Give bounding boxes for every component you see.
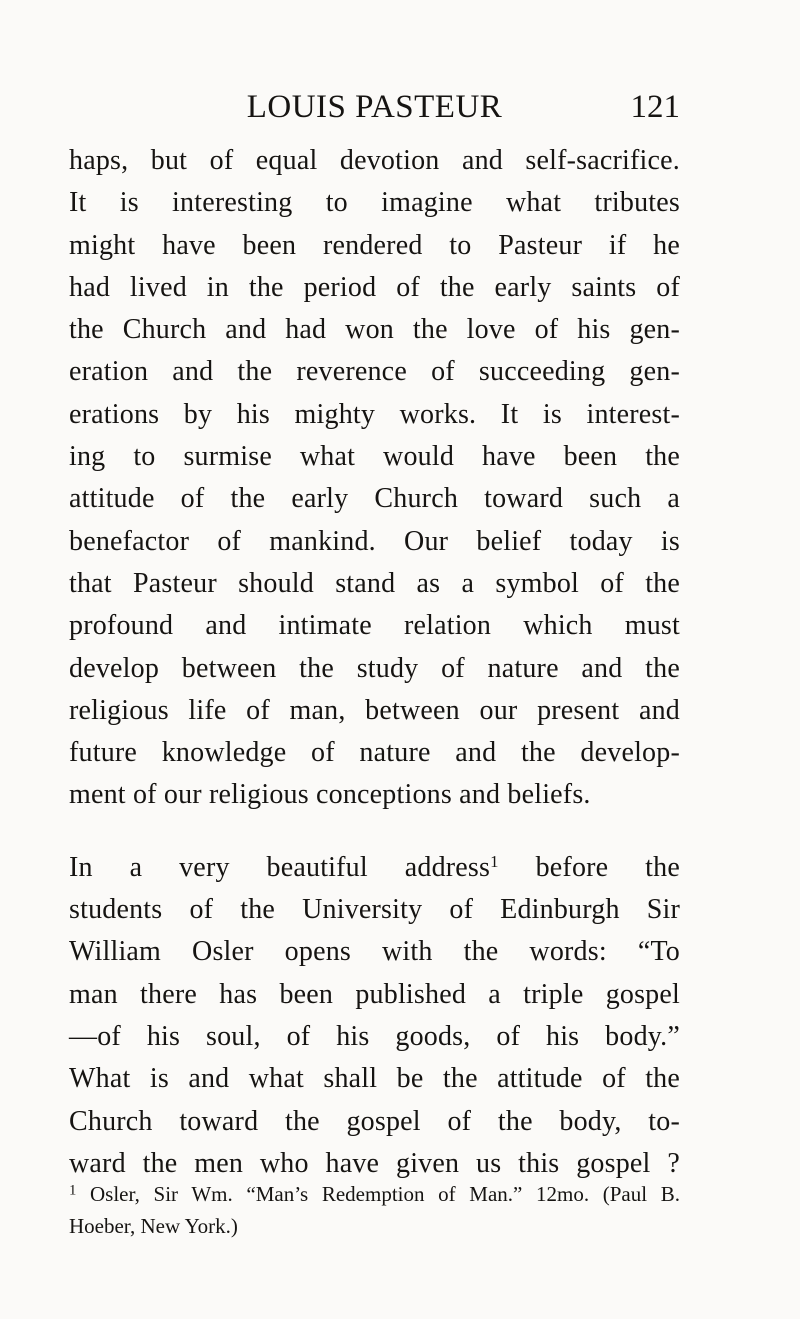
running-title: LOUIS PASTEUR bbox=[246, 89, 503, 125]
footnote-line: Hoeber, New York.) bbox=[69, 1214, 238, 1238]
footnote bbox=[69, 1178, 680, 1242]
text-line: haps, but of equal devotion and self-sacrifice. bbox=[69, 145, 680, 176]
text-fragment: before the bbox=[498, 851, 680, 883]
text-line: the Church and had won the love of his gen- bbox=[69, 314, 680, 346]
text-line: What is and what shall be the attitude of the bbox=[69, 1063, 680, 1095]
text-fragment: In a very beautiful address bbox=[69, 851, 491, 883]
text-line: that Pasteur should stand as a symbol of the bbox=[69, 567, 680, 599]
text-line: might have been rendered to Pasteur if he bbox=[69, 229, 680, 261]
text-line: man there has been published a triple gospel bbox=[69, 978, 680, 1010]
text-line: ward the men who have given us this gospel ? bbox=[69, 1147, 680, 1179]
text-line: students of the University of Edinburgh Sir bbox=[69, 894, 680, 926]
page-number: 121 bbox=[630, 89, 680, 125]
text-line: attitude of the early Church toward such a bbox=[69, 483, 680, 515]
footnote-reference: 1 bbox=[490, 851, 499, 871]
text-line: It is interesting to imagine what tributes bbox=[69, 187, 680, 219]
text-line: ment of our religious conceptions and beliefs. bbox=[69, 779, 591, 811]
paragraph-gap bbox=[69, 817, 680, 847]
text-line: had lived in the period of the early saints of bbox=[69, 271, 680, 303]
text-line: Church toward the gospel of the body, to- bbox=[69, 1105, 680, 1137]
text-line: eration and the reverence of succeeding gen- bbox=[69, 356, 680, 388]
footnote-line bbox=[69, 1178, 680, 1210]
body-text bbox=[69, 140, 680, 1185]
text-line: future knowledge of nature and the develop- bbox=[69, 737, 680, 769]
paragraph-2 bbox=[69, 847, 680, 1185]
text-line: erations by his mighty works. It is interest- bbox=[69, 398, 680, 430]
text-line: develop between the study of nature and the bbox=[69, 652, 680, 684]
footnote-marker: 1 bbox=[69, 1182, 77, 1199]
paragraph-1 bbox=[69, 140, 680, 817]
text-line: profound and intimate relation which must bbox=[69, 610, 680, 642]
text-line: religious life of man, between our present and bbox=[69, 694, 680, 726]
text-line: William Osler opens with the words: “To bbox=[69, 936, 680, 968]
text-line: ing to surmise what would have been the bbox=[69, 441, 680, 473]
text-line: benefactor of mankind. Our belief today is bbox=[69, 525, 680, 557]
running-head bbox=[69, 82, 680, 132]
text-line: —of his soul, of his goods, of his body.” bbox=[69, 1020, 680, 1052]
footnote-text: Osler, Sir Wm. “Man’s Redemption of Man.” 12mo. (Paul B. bbox=[76, 1182, 680, 1206]
text-line bbox=[69, 847, 680, 889]
